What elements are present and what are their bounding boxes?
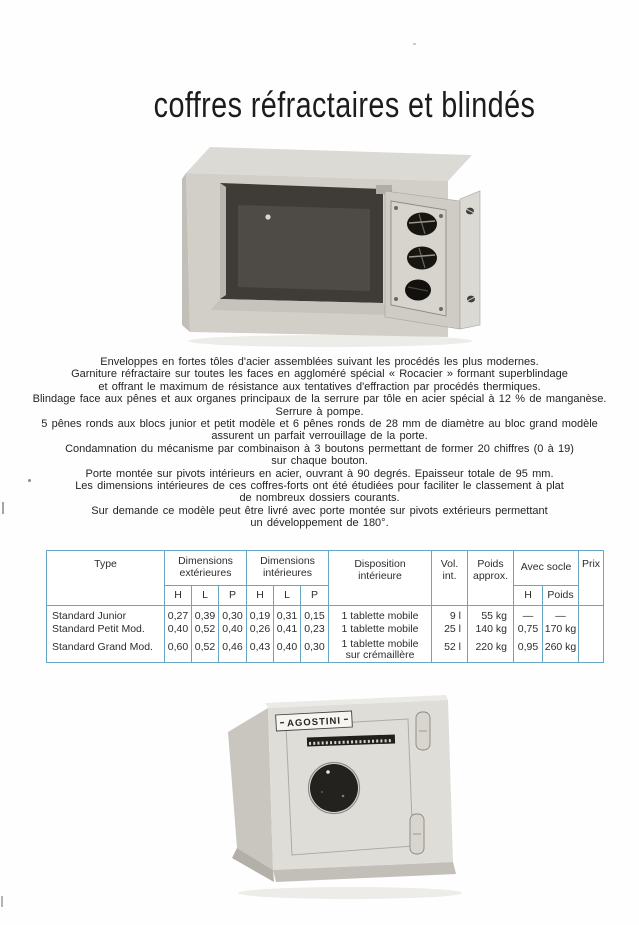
header-label: Type [94, 558, 117, 570]
open-safe-photo [180, 139, 500, 351]
table-cell: 0,39 [194, 610, 216, 622]
table-cell: — [522, 610, 534, 622]
description-line: assurent un parfait verrouillage de la porte. [211, 430, 428, 443]
scan-mark [1, 896, 3, 907]
table-cell [579, 641, 603, 654]
header-poids [467, 551, 513, 605]
description-line: Blindage face aux pênes et aux organes principaux de la serrure par tôle en acier spécial à 12 % de manganèse. [32, 393, 607, 406]
header-volume [431, 551, 467, 605]
description-line: Condamnation du mécanisme par combinaison à 3 boutons permettant de former 20 chiffres (0 à 19) [65, 442, 574, 455]
table-cell: 0,27 [167, 610, 189, 622]
table-cell: Standard Grand Mod. [52, 641, 153, 653]
mounting-hole [265, 214, 270, 219]
description-line: sur chaque bouton. [271, 455, 368, 468]
table-cell: 0,43 [249, 641, 271, 653]
header-socle-h: H [513, 585, 542, 605]
header-avec-socle [513, 551, 578, 585]
header-label: intérieures [262, 566, 313, 579]
header-int-h: H [246, 585, 273, 605]
safe-interior [211, 183, 391, 315]
closed-safe-illustration [210, 688, 470, 910]
header-label: Prix [581, 558, 601, 570]
column-int-h [246, 605, 273, 662]
table-cell: Standard Petit Mod. [52, 623, 145, 635]
table-cell: 0,26 [249, 623, 271, 635]
header-label: Poids [477, 558, 504, 570]
table-cell [579, 610, 603, 623]
table-cell: 0,15 [304, 610, 325, 622]
table-cell: 0,46 [222, 641, 243, 653]
hinge-top [416, 712, 430, 750]
table-cell: 0,41 [276, 623, 298, 635]
combination-dial [309, 763, 360, 814]
table-cell: 0,75 [517, 623, 539, 635]
header-dimensions-exterieures [164, 551, 246, 585]
description-line: un développement de 180°. [250, 517, 389, 530]
table-cell-line: sur crémaillère [345, 648, 415, 661]
header-int-l: L [273, 585, 300, 605]
table-cell: 0,40 [222, 623, 243, 635]
column-ext-h [164, 605, 191, 662]
column-prix [578, 605, 603, 662]
closed-safe-photo [210, 688, 470, 910]
header-label: approx. [472, 569, 509, 582]
page-title: coffres réfractaires et blindés [153, 84, 536, 125]
description-line: Serrure à pompe. [275, 405, 364, 418]
header-label: extérieures [179, 566, 232, 579]
header-label: Disposition [354, 558, 406, 570]
column-socle-h [513, 605, 542, 662]
column-int-p [300, 605, 328, 662]
table-cell: 0,19 [249, 610, 271, 622]
table-cell: 0,30 [304, 641, 325, 653]
table-cell: Standard Junior [52, 610, 127, 622]
header-ext-l: L [191, 585, 218, 605]
table-cell [329, 639, 431, 660]
table-cell: 0,30 [222, 610, 243, 622]
table-cell: 0,40 [276, 641, 298, 653]
description-line: et offrant le maximum de résistance aux tentatives d'effraction par procédés thermiques. [98, 380, 541, 393]
header-label: Dimensions [178, 555, 233, 567]
safe-left-side [228, 708, 273, 870]
table-cell: 260 kg [544, 641, 577, 653]
table-cell: 0,52 [194, 641, 216, 653]
column-type [47, 605, 164, 662]
table-cell: 9 l [449, 610, 461, 622]
table-cell: 140 kg [475, 623, 507, 635]
open-safe-illustration [180, 139, 500, 351]
header-label: Vol. [440, 558, 459, 570]
combination-knob-1 [407, 213, 437, 236]
header-ext-h: H [164, 585, 191, 605]
edge-screw-bottom [467, 296, 475, 303]
description-line: Enveloppes en fortes tôles d'acier assemblées suivant les procédés les plus modernes. [100, 356, 539, 368]
combination-knob-2 [407, 247, 437, 270]
header-type [47, 551, 164, 605]
table-cell: 220 kg [475, 641, 507, 653]
door-edge-plate [460, 191, 480, 329]
table-cell: — [555, 610, 566, 622]
table-cell: 170 kg [544, 623, 577, 635]
header-dimensions-interieures [246, 551, 328, 585]
header-label: Dimensions [260, 555, 315, 567]
description-line: Porte montée sur pivots intérieurs en acier, ouvrant à 90 degrés. Epaisseur totale de 95 mm. [85, 467, 554, 480]
header-disposition [328, 551, 431, 605]
description-line: de nombreux dossiers courants. [239, 492, 400, 505]
table-cell: 55 kg [481, 610, 507, 622]
photo-shadow [188, 335, 472, 347]
brand-plate [276, 711, 353, 731]
table-cell [579, 623, 603, 636]
column-socle-poids [542, 605, 578, 662]
description-line: Les dimensions intérieures de ces coffres-forts ont été étudiées pour faciliter le classement à plat [75, 480, 564, 493]
edge-screw-top [466, 208, 474, 215]
brand-label: AGOSTINI [286, 715, 342, 730]
safe-door [376, 185, 460, 329]
description-line: Garniture réfractaire sur toutes les faces en aggloméré spécial « Rocacier » formant superblindage [71, 368, 568, 381]
table-cell: 0,23 [304, 623, 325, 635]
table-cell: 0,31 [276, 610, 298, 622]
combination-knob-3 [405, 280, 431, 301]
column-ext-l [191, 605, 218, 662]
table-cell: 52 l [444, 641, 461, 653]
description [19, 356, 620, 530]
table-cell: 0,60 [167, 641, 189, 653]
table-cell: 1 tablette mobile [341, 610, 419, 622]
header-socle-poids: Poids [542, 585, 578, 605]
table-cell: 0,52 [194, 623, 216, 635]
column-poids [467, 605, 513, 662]
specs-table [46, 550, 604, 663]
column-disposition [328, 605, 431, 662]
description-line: 5 pênes ronds aux blocs junior et petit modèle et 6 pênes ronds de 28 mm de diamètre au bloc grand modèle [41, 418, 598, 431]
table-cell: 0,40 [167, 623, 189, 635]
header-int-p: P [300, 585, 328, 605]
column-volume [431, 605, 467, 662]
table-cell: 0,95 [517, 641, 539, 653]
header-ext-p: P [218, 585, 246, 605]
header-label: Avec socle [520, 561, 572, 574]
photo-shadow [238, 887, 462, 899]
table-cell: 1 tablette mobile [341, 623, 419, 635]
header-label: int. [442, 569, 457, 582]
table-cell-line: 1 tablette mobile [341, 638, 419, 650]
scan-mark [2, 502, 4, 514]
hinge-bottom [410, 814, 424, 854]
table-cell: 25 l [444, 623, 461, 635]
header-prix [578, 551, 603, 605]
header-label: intérieure [358, 569, 402, 582]
description-line: Sur demande ce modèle peut être livré avec porte montée sur pivots extérieurs permettant [91, 504, 548, 517]
column-ext-p [218, 605, 246, 662]
scan-mark [413, 43, 416, 45]
column-int-l [273, 605, 300, 662]
